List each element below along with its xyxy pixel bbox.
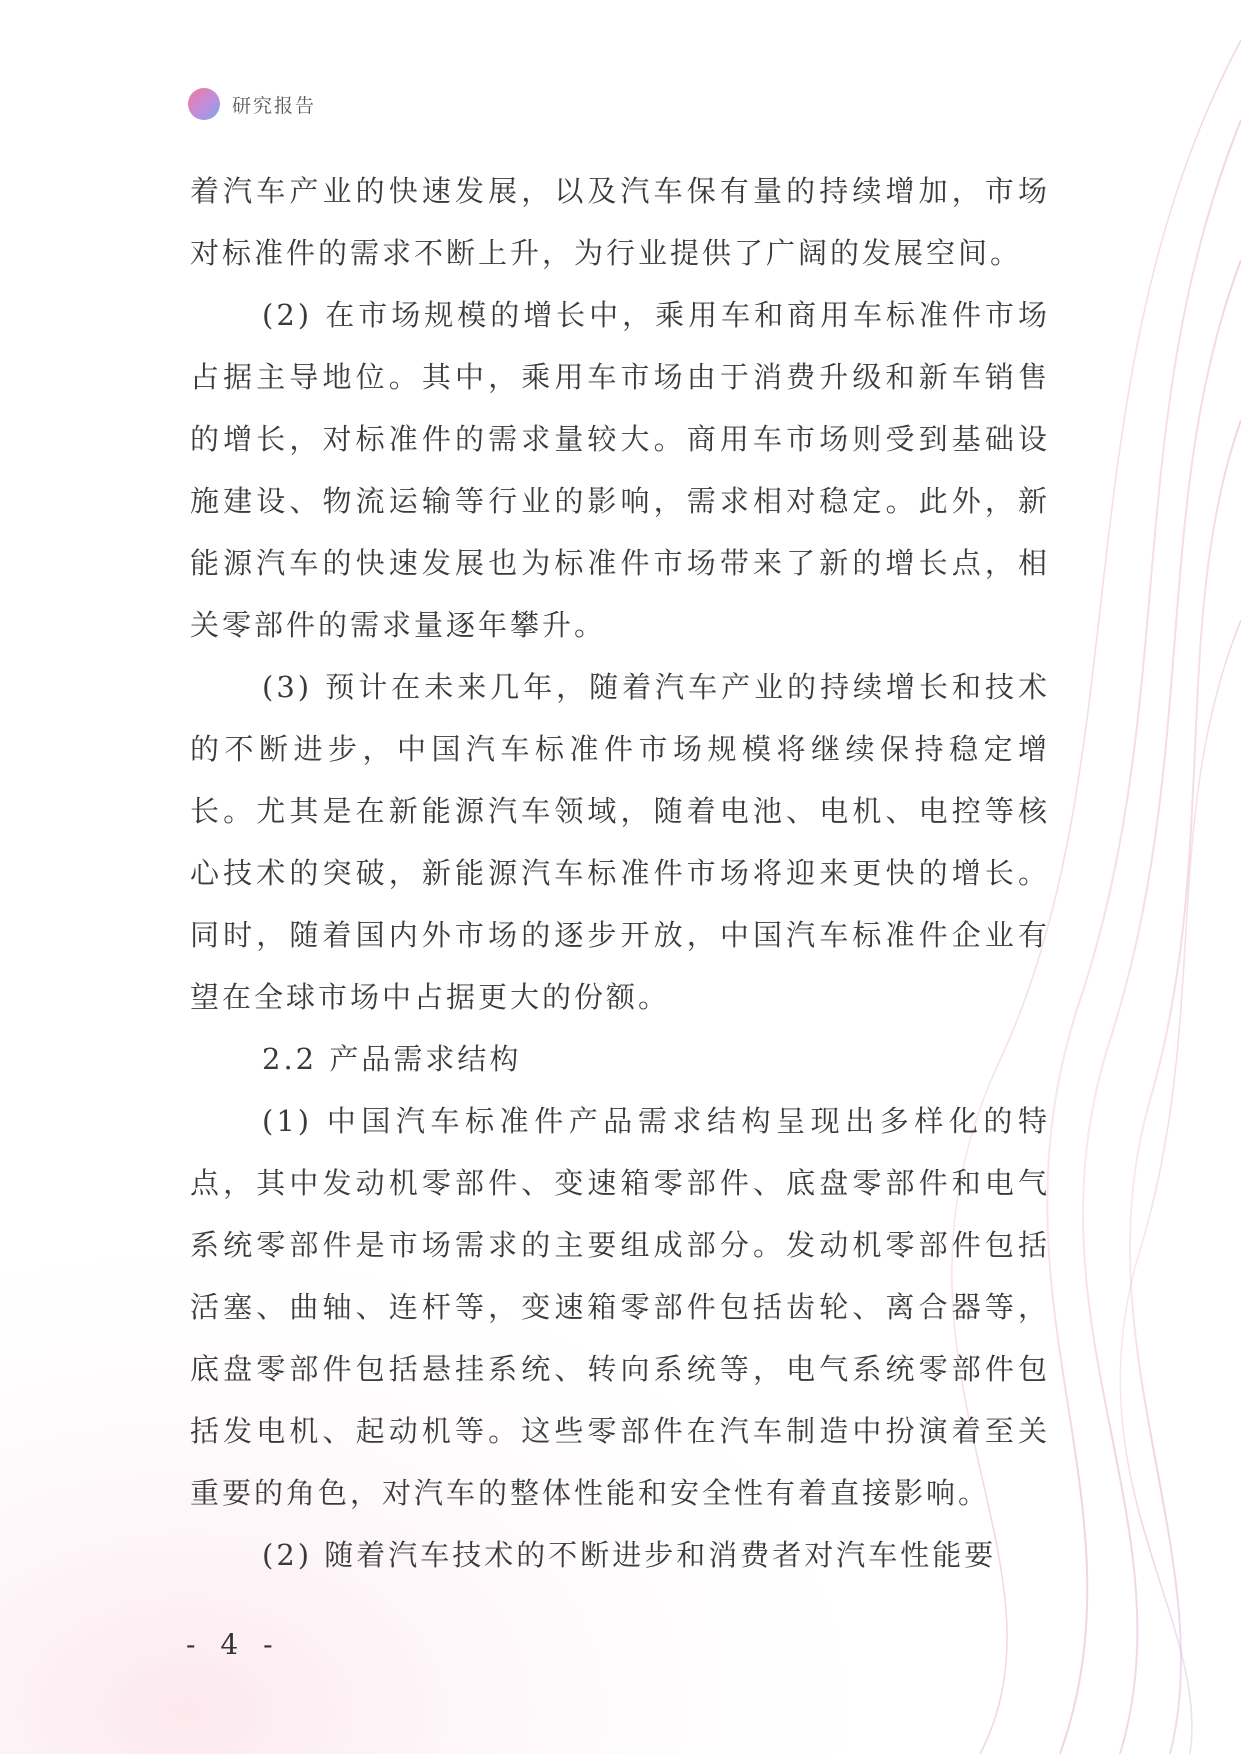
page-number: - 4 - [186, 1628, 281, 1661]
section-heading: 2.2 产品需求结构 [262, 1042, 522, 1076]
report-brand-label: 研究报告 [232, 94, 317, 117]
paragraph-trend: (2) 随着汽车技术的不断进步和消费者对汽车性能要 [262, 1538, 997, 1572]
report-header [188, 88, 316, 120]
paragraph-continued: 着汽车产业的快速发展，以及汽车保有量的持续增加，市场对标准件的需求不断上升，为行业提供了广阔的发展空间。 [190, 174, 1050, 270]
paragraph-demand-structure: (1) 中国汽车标准件产品需求结构呈现出多样化的特点，其中发动机零部件、变速箱零部件、底盘零部件和电气系统零部件是市场需求的主要组成部分。发动机零部件包括活塞、曲轴、连杆等，变速箱零部件包括齿轮、离合器等，底盘零部件包括悬挂系统、转向系统等，电气系统零部件包括发电机、起动机等。这些零部件在汽车制造中扮演着至关重要的角色，对汽车的整体性能和安全性有着直接影响。 [190, 1104, 1050, 1510]
paragraph-forecast: (3) 预计在未来几年，随着汽车产业的持续增长和技术的不断进步，中国汽车标准件市场规模将继续保持稳定增长。尤其是在新能源汽车领域，随着电池、电机、电控等核心技术的突破，新能源汽车标准件市场将迎来更快的增长。同时，随着国内外市场的逐步开放，中国汽车标准件企业有望在全球市场中占据更大的份额。 [190, 670, 1050, 1014]
paragraph-market-share: (2) 在市场规模的增长中，乘用车和商用车标准件市场占据主导地位。其中，乘用车市场由于消费升级和新车销售的增长，对标准件的需求量较大。商用车市场则受到基础设施建设、物流运输等行业的影响，需求相对稳定。此外，新能源汽车的快速发展也为标准件市场带来了新的增长点，相关零部件的需求量逐年攀升。 [190, 298, 1050, 642]
logo-circle-icon [188, 88, 220, 120]
document-body [190, 160, 1050, 1586]
